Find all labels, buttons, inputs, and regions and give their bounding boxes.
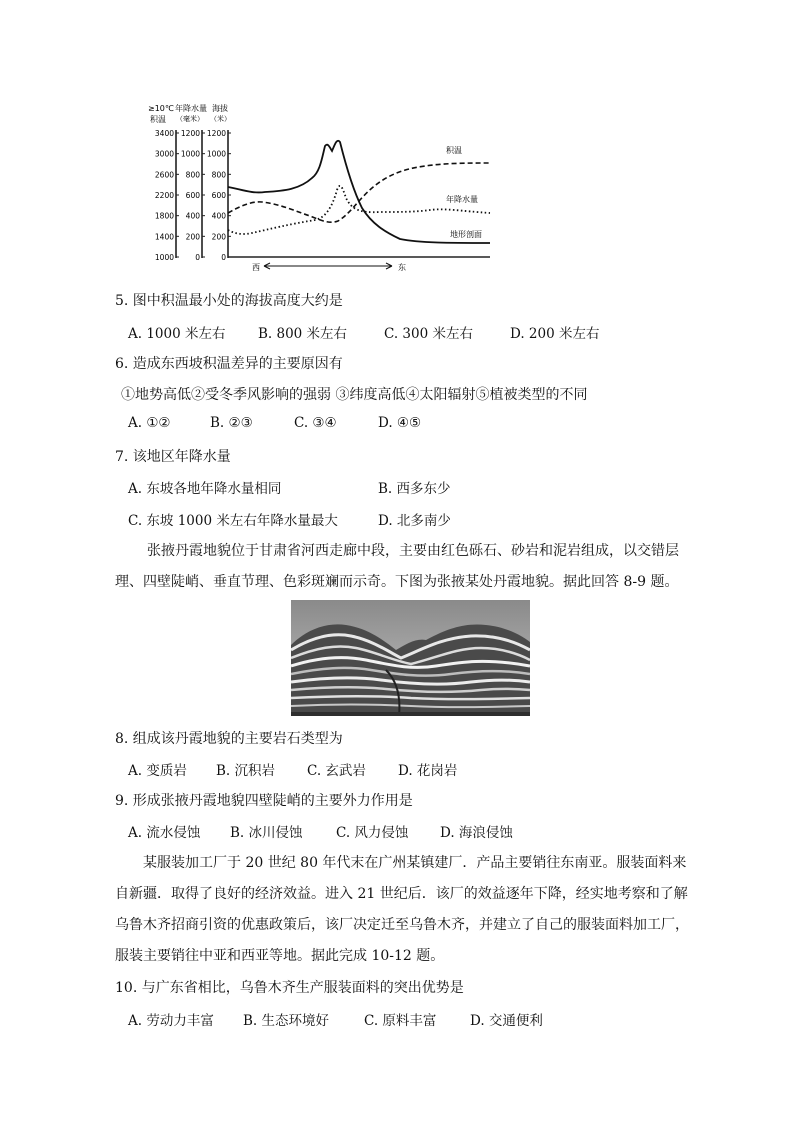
axis2-title-line1: 年降水量 [175, 104, 207, 113]
question-9-stem: 9. 形成张掖丹霞地貌四壁陡峭的主要外力作用是 [115, 793, 413, 809]
axis3-tick-label: 1000 [206, 149, 226, 159]
q6-factor-list: ①地势高低②受冬季风影响的强弱 ③纬度高低④太阳辐射⑤植被类型的不同 [121, 387, 588, 403]
passage-factory-line1: 某服装加工厂于 20 世纪 80 年代末在广州某镇建厂．产品主要销往东南亚。服装面料来 [143, 855, 687, 871]
axis2-title-line2: （毫米） [176, 115, 204, 123]
q10-option-b: B. 生态环境好 [243, 1013, 330, 1029]
precipitation-line [228, 186, 490, 234]
axis2-tick-label: 400 [185, 211, 200, 221]
q5-option-c: C. 300 米左右 [384, 326, 473, 342]
axis3-tick-label: 200 [211, 232, 226, 242]
axis1-tick-label: 2600 [154, 170, 174, 180]
axis1-title-line2: 积温 [150, 115, 166, 124]
q9-option-d: D. 海浪侵蚀 [440, 825, 513, 841]
q7-option-b: B. 西多东少 [378, 481, 451, 497]
passage-danxia-line1: 张掖丹霞地貌位于甘肃省河西走廊中段，主要由红色砾石、砂岩和泥岩组成，以交错层 [147, 543, 679, 559]
axis1-title-line1: ≥10℃ [148, 104, 174, 113]
axis2-tick-label: 1000 [180, 149, 200, 159]
q8-option-c: C. 玄武岩 [307, 763, 366, 779]
q5-option-b: B. 800 米左右 [258, 326, 348, 342]
terrain-profile-line [228, 141, 490, 243]
axis1-tick-label: 3400 [154, 129, 174, 138]
axis2-tick-label: 200 [185, 232, 200, 242]
axis2-tick-label: 600 [185, 191, 200, 200]
climate-profile-chart [140, 100, 500, 275]
axis3-tick-label: 0 [221, 253, 226, 262]
q9-option-c: C. 风力侵蚀 [336, 825, 409, 841]
q7-option-a: A. 东坡各地年降水量相同 [128, 481, 282, 497]
q10-option-d: D. 交通便利 [470, 1013, 543, 1029]
q6-option-a: A. ①② [128, 415, 171, 431]
axis3-tick-label: 600 [211, 191, 226, 200]
q5-option-a: A. 1000 米左右 [128, 326, 226, 342]
q5-option-d: D. 200 米左右 [510, 326, 600, 342]
q6-option-c: C. ③④ [294, 415, 337, 431]
q9-option-a: A. 流水侵蚀 [128, 825, 201, 841]
danxia-landform-photo [291, 600, 530, 716]
q7-option-c: C. 东坡 1000 米左右年降水量最大 [128, 513, 338, 529]
legend-precipitation: 年降水量 [446, 195, 478, 204]
west-label: 西 [252, 263, 260, 272]
axis1-tick-label: 1000 [154, 253, 174, 262]
axis3-title-line1: 海拔 [212, 104, 228, 113]
question-8-stem: 8. 组成该丹霞地貌的主要岩石类型为 [115, 731, 343, 747]
axis2-tick-label: 800 [185, 170, 200, 180]
question-5-stem: 5. 图中积温最小处的海拔高度大约是 [115, 293, 343, 309]
axis1-tick-label: 1800 [154, 211, 174, 221]
passage-factory-line2: 自新疆．取得了良好的经济效益。进入 21 世纪后．该厂的效益逐年下降，经实地考察和了解 [115, 886, 688, 902]
q6-option-d: D. ④⑤ [378, 415, 422, 431]
axis1-tick-label: 3000 [154, 149, 174, 159]
q9-option-b: B. 冰川侵蚀 [230, 825, 303, 841]
question-6-stem: 6. 造成东西坡积温差异的主要原因有 [115, 356, 343, 372]
axis1-tick-label: 1400 [154, 232, 174, 242]
q10-option-a: A. 劳动力丰富 [128, 1013, 214, 1029]
axis3-tick-label: 1200 [206, 129, 226, 138]
axis3-title-line2: （米） [210, 115, 231, 123]
legend-temperature: 积温 [446, 146, 462, 155]
axis2-tick-label: 0 [195, 253, 200, 262]
axis2-tick-label: 1200 [180, 129, 200, 138]
legend-terrain: 地形剖面 [450, 230, 482, 239]
q8-option-b: B. 沉积岩 [216, 763, 276, 779]
q10-option-c: C. 原料丰富 [364, 1013, 437, 1029]
axis3-tick-label: 400 [211, 211, 226, 221]
q6-option-b: B. ②③ [210, 415, 253, 431]
passage-factory-line4: 服装主要销往中亚和西亚等地。据此完成 10-12 题。 [115, 948, 445, 964]
axis1-tick-label: 2200 [154, 191, 174, 200]
question-10-stem: 10. 与广东省相比，乌鲁木齐生产服装面料的突出优势是 [115, 980, 464, 996]
passage-factory-line3: 乌鲁木齐招商引资的优惠政策后，该厂决定迁至乌鲁木齐，并建立了自己的服装面料加工厂， [115, 917, 689, 933]
q8-option-d: D. 花岗岩 [398, 763, 458, 779]
passage-danxia-line2: 理、四壁陡峭、垂直节理、色彩斑斓而示奇。下图为张掖某处丹霞地貌。据此回答 8-9 题。 [115, 574, 679, 590]
q7-option-d: D. 北多南少 [378, 513, 451, 529]
axis3-tick-label: 800 [211, 170, 226, 180]
question-7-stem: 7. 该地区年降水量 [115, 449, 231, 465]
q8-option-a: A. 变质岩 [128, 763, 187, 779]
east-label: 东 [398, 263, 406, 272]
